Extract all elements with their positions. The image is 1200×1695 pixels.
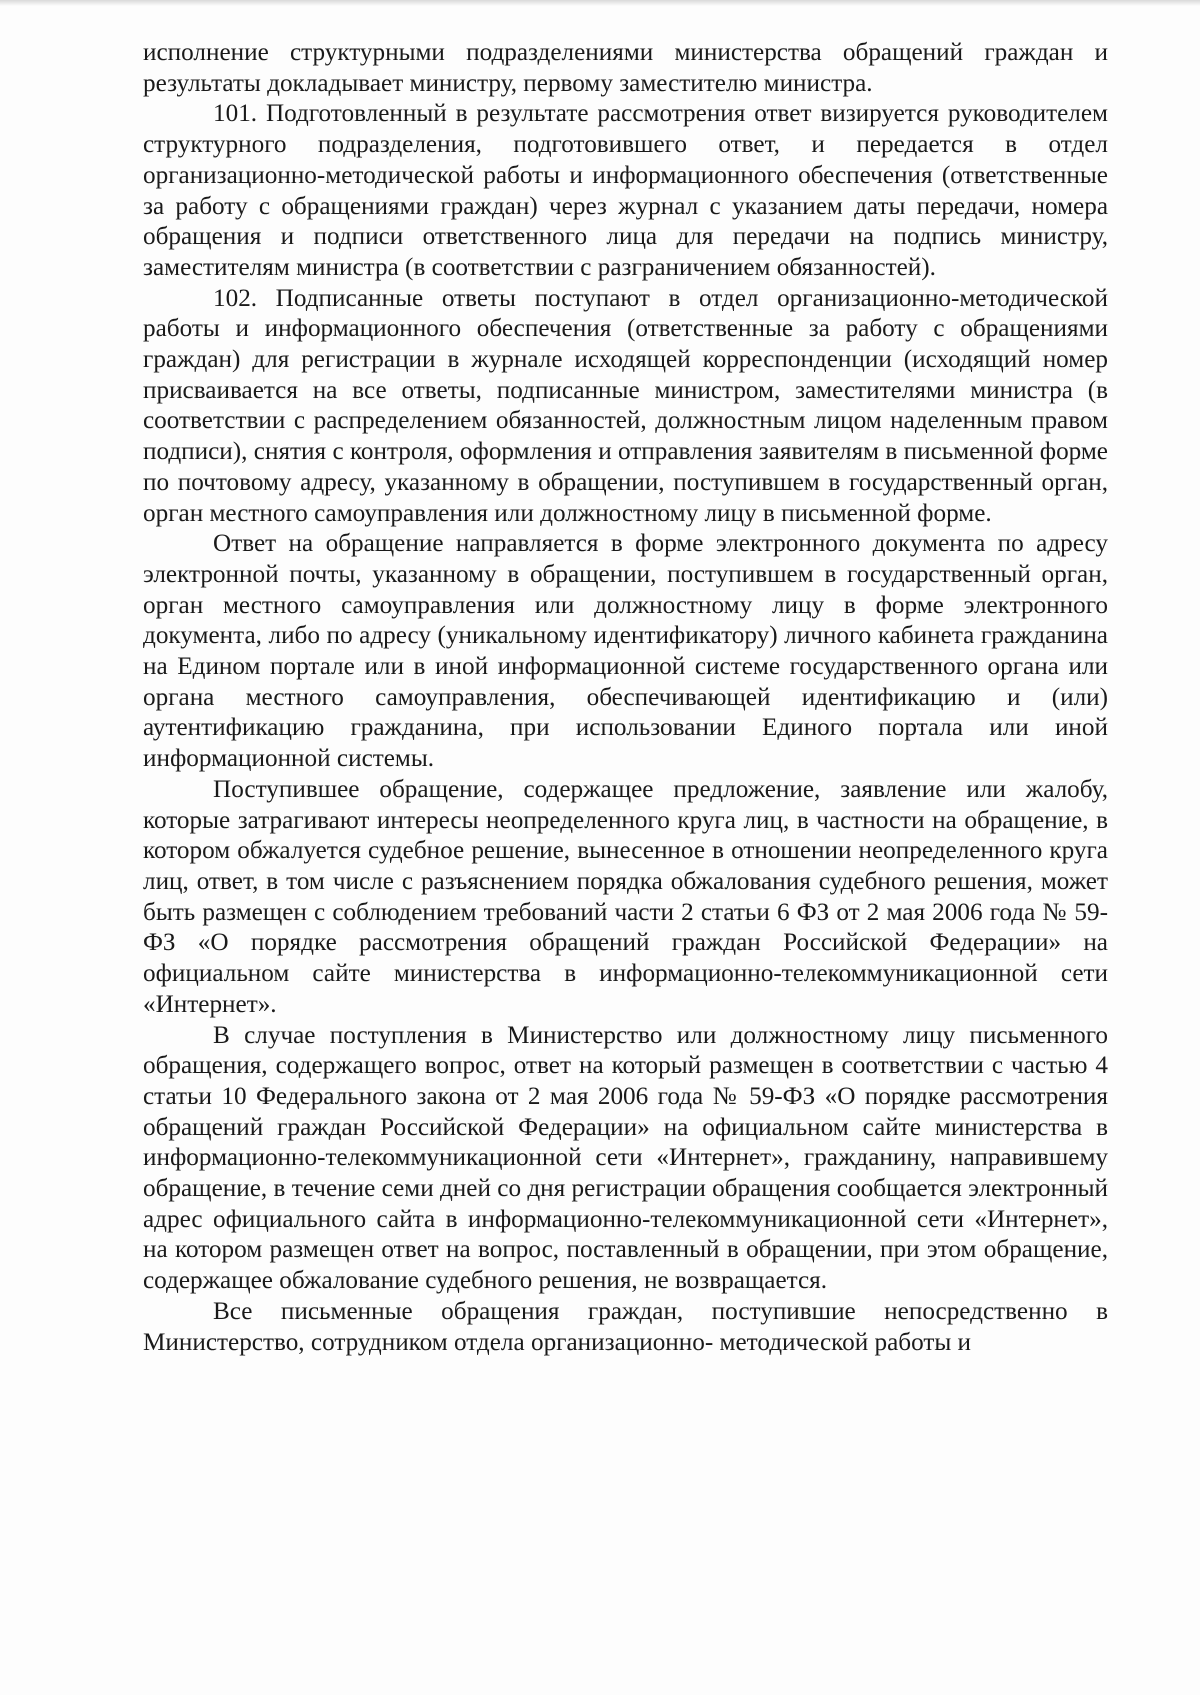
paragraph-written-appeals: Все письменные обращения граждан, поступившие непосредственно в Министерство, сотрудником отдела организационно- методической работы и [143,1297,1108,1356]
paragraph-already-answered: В случае поступления в Министерство или должностному лицу письменного обращения, содержащего вопрос, ответ на который размещен в соответствии с частью 4 статьи 10 Федерального закона от 2 мая 2006 года № 59-ФЗ «О порядке рассмотрения обращений граждан Российской Федерации» на официальном сайте министерства в информационно-телекоммуникационной сети «Интернет», гражданину, направившему обращение, в течение семи дней со дня регистрации обращения сообщается электронный адрес официального сайта в информационно-телекоммуникационной сети «Интернет», на котором размещен ответ на вопрос, поставленный в обращении, при этом обращение, содержащее обжалование судебного решения, не возвращается. [143,1021,1108,1295]
paragraph-electronic-response: Ответ на обращение направляется в форме электронного документа по адресу электронной почты, указанному в обращении, поступившем в государственный орган, орган местного самоуправления или должностному лицу в форме электронного документа, либо по адресу (уникальному идентификатору) личного кабинета гражданина на Едином портале или в иной информационной системе государственного органа или органа местного самоуправления, обеспечивающей идентификацию и (или) аутентификацию гражданина, при использовании Единого портала или иной информационной системы. [143,530,1108,773]
scan-edge [0,0,1200,6]
paragraph-102: 102. Подписанные ответы поступают в отдел организационно-методической работы и информационного обеспечения (ответственные за работу с обращениями граждан) для регистрации в журнале исходящей корреспонденции (исходящий номер присваивается на все ответы, подписанные министром, заместителями министра (в соответствии с распределением обязанностей, должностным лицом наделенным правом подписи), снятия с контроля, оформления и отправления заявителям в письменной форме по почтовому адресу, указанному в обращении, поступившем в государственный орган, орган местного самоуправления или должностному лицу в письменной форме. [143,284,1108,527]
document-body [143,38,1108,1358]
paragraph-continuation: исполнение структурными подразделениями министерства обращений граждан и результаты докладывает министру, первому заместителю министра. [143,39,1108,97]
paragraph-101: 101. Подготовленный в результате рассмотрения ответ визируется руководителем структурного подразделения, подготовившего ответ, и передается в отдел организационно-методической работы и информационного обеспечения (ответственные за работу с обращениями граждан) через журнал с указанием даты передачи, номера обращения и подписи ответственного лица для передачи на подпись министру, заместителям министра (в соответствии с разграничением обязанностей). [143,100,1108,281]
paragraph-public-interest: Поступившее обращение, содержащее предложение, заявление или жалобу, которые затрагивают интересы неопределенного круга лиц, в частности на обращение, в котором обжалуется судебное решение, вынесенное в отношении неопределенного круга лиц, ответ, в том числе с разъяснением порядка обжалования судебного решения, может быть размещен с соблюдением требований части 2 статьи 6 ФЗ от 2 мая 2006 года № 59-ФЗ «О порядке рассмотрения обращений граждан Российской Федерации» на официальном сайте министерства в информационно-телекоммуникационной сети «Интернет». [143,775,1108,1018]
